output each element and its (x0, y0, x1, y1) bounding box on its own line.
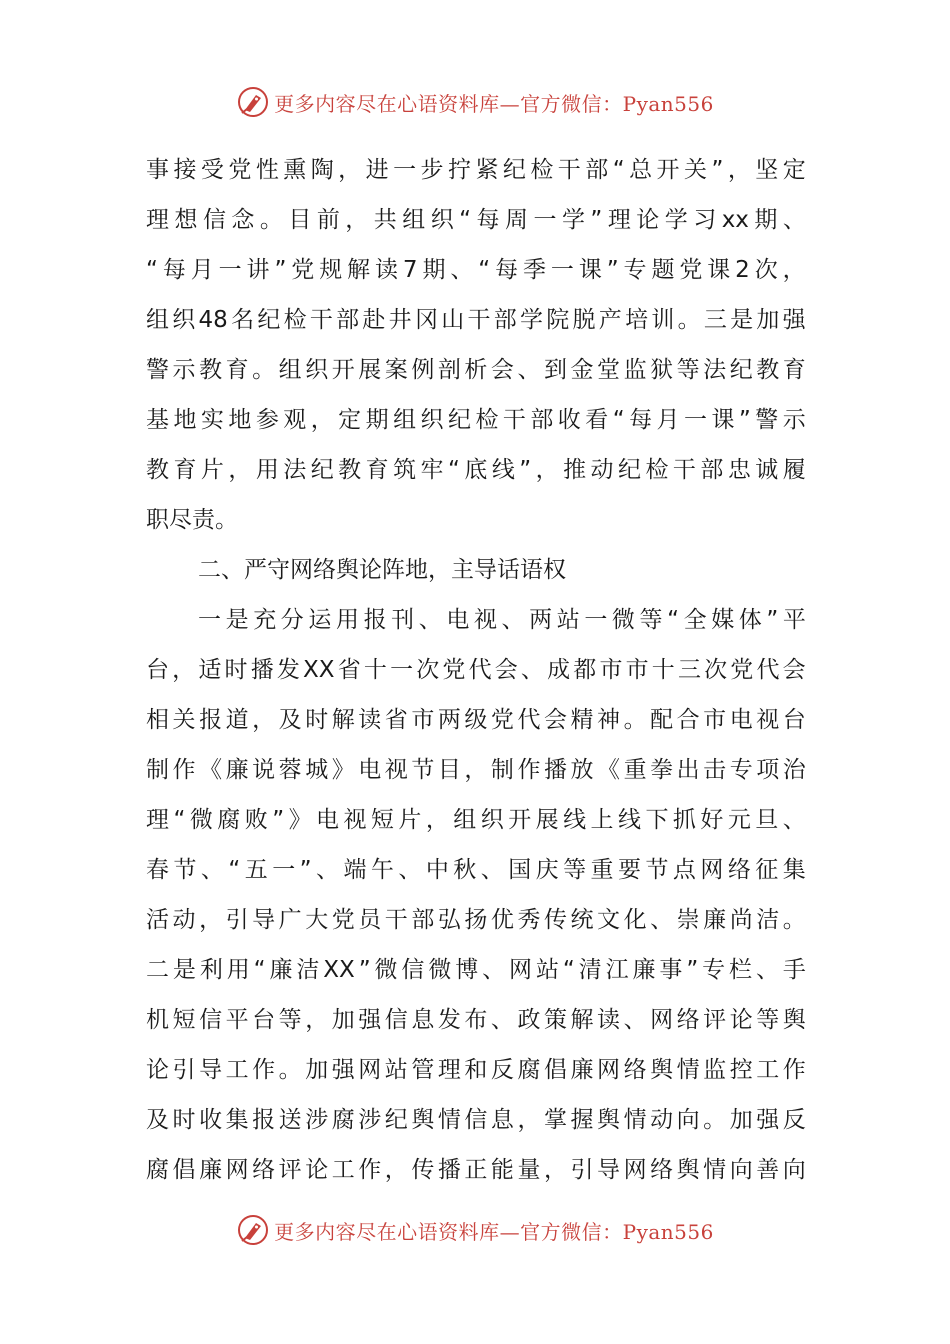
pen-nib-circle-icon (236, 85, 270, 119)
header-banner-text: 更多内容尽在心语资料库—官方微信：Pyan556 (274, 91, 714, 116)
text-line: 论 引 导 工 作 。 加 强 网 站 管 理 和 反 腐 倡 廉 网 络 舆 情 监 控 工 作 (146, 1057, 806, 1083)
text-line: 理 “ 微 腐 败 ” 》 电 视 短 片 ， 组 织 开 展 线 上 线 下 抓 好 元 旦 、 (146, 807, 806, 833)
text-line: 活 动 ， 引 导 广 大 党 员 干 部 弘 扬 优 秀 传 统 文 化 、 崇 廉 尚 洁 。 (146, 907, 806, 933)
text-line: 台 ， 适 时 播 发 XX 省 十 一 次 党 代 会 、 成 都 市 市 十 三 次 党 代 会 (146, 657, 806, 683)
text-line: 组 织 48 名 纪 检 干 部 赴 井 冈 山 干 部 学 院 脱 产 培 训 。 三 是 加 强 (146, 307, 806, 333)
text-line: 事 接 受 党 性 熏 陶 ， 进 一 步 拧 紧 纪 检 干 部 “ 总 开 关 ” ， 坚 定 (146, 157, 806, 183)
text-line: 及 时 收 集 报 送 涉 腐 涉 纪 舆 情 信 息 ， 掌 握 舆 情 动 向 。 加 强 反 (146, 1107, 806, 1133)
text-line: 警 示 教 育 。 组 织 开 展 案 例 剖 析 会 、 到 金 堂 监 狱 等 法 纪 教 育 (146, 357, 806, 383)
text-line: 春 节 、 “ 五 一 ” 、 端 午 、 中 秋 、 国 庆 等 重 要 节 点 网 络 征 集 (146, 857, 806, 883)
text-line: 职尽责。 (146, 507, 238, 533)
document-body (146, 145, 806, 1195)
text-line: 二 是 利 用 “ 廉 洁 XX ” 微 信 微 博 、 网 站 “ 清 江 廉 事 ” 专 栏 、 手 (146, 957, 806, 983)
footer-banner-text: 更多内容尽在心语资料库—官方微信：Pyan556 (274, 1219, 714, 1244)
section-heading: 二、严守网络舆论阵地，主导话语权 (198, 557, 566, 583)
paragraph-first-line: 一 是 充 分 运 用 报 刊 、 电 视 、 两 站 一 微 等 “ 全 媒 体 ” 平 (198, 607, 806, 633)
text-line: 理 想 信 念 。 目 前 ， 共 组 织 “ 每 周 一 学 ” 理 论 学 习 xx 期 、 (146, 207, 806, 233)
header-banner (0, 82, 950, 122)
text-line: 机 短 信 平 台 等 ， 加 强 信 息 发 布 、 政 策 解 读 、 网 络 评 论 等 舆 (146, 1007, 806, 1033)
text-line: 制 作 《 廉 说 蓉 城 》 电 视 节 目 ， 制 作 播 放 《 重 拳 出 击 专 项 治 (146, 757, 806, 783)
text-line: 教 育 片 ， 用 法 纪 教 育 筑 牢 “ 底 线 ” ， 推 动 纪 检 干 部 忠 诚 履 (146, 457, 806, 483)
text-line: 相 关 报 道 ， 及 时 解 读 省 市 两 级 党 代 会 精 神 。 配 合 市 电 视 台 (146, 707, 806, 733)
text-line: 腐 倡 廉 网 络 评 论 工 作 ， 传 播 正 能 量 ， 引 导 网 络 舆 情 向 善 向 (146, 1157, 806, 1183)
pen-nib-circle-icon (236, 1213, 270, 1247)
text-line: “ 每 月 一 讲 ” 党 规 解 读 7 期 、 “ 每 季 一 课 ” 专 题 党 课 2 次 ， (146, 257, 806, 283)
text-line: 基 地 实 地 参 观 ， 定 期 组 织 纪 检 干 部 收 看 “ 每 月 一 课 ” 警 示 (146, 407, 806, 433)
footer-banner (0, 1210, 950, 1250)
